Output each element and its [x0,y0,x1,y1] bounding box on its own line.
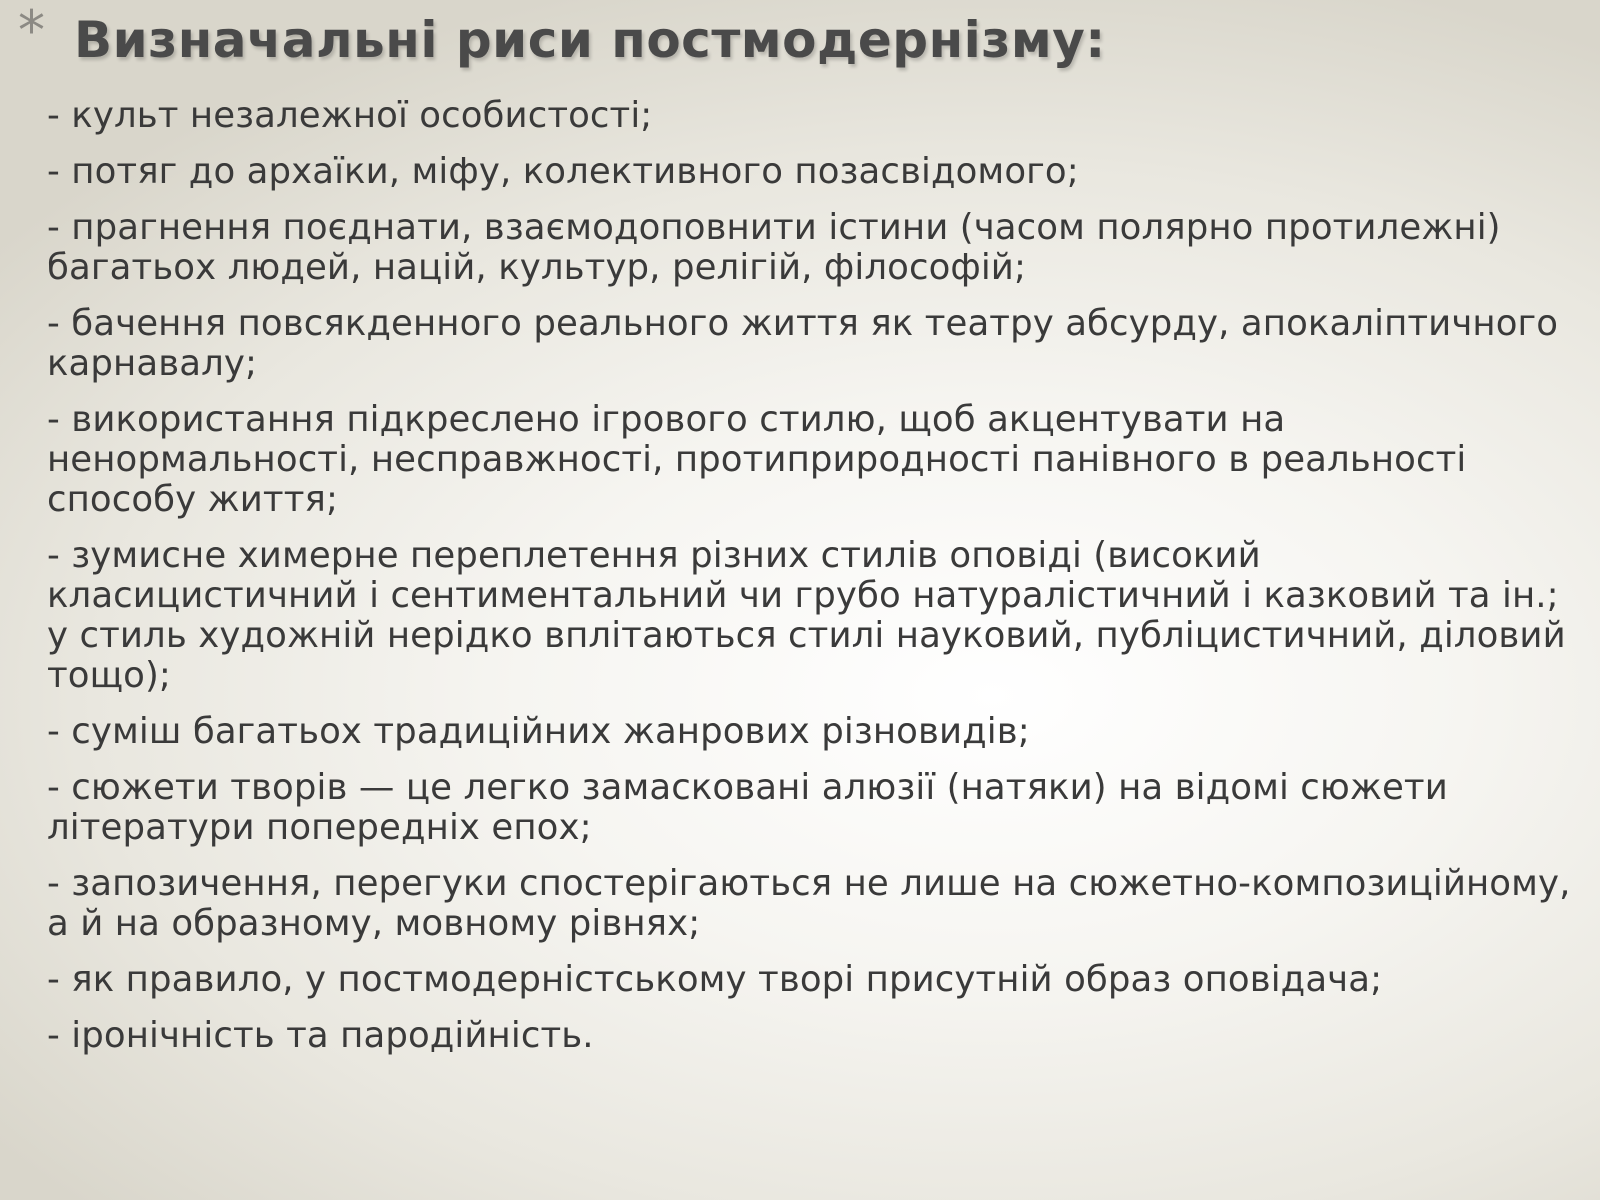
list-item: - культ незалежної особистості; [47,95,653,136]
list-item: - прагнення поєднати, взаємодоповнити істини (часом полярно протилежні) багатьох людей, націй, культур, релігій, філософій; [47,207,1501,288]
list-item: - як правило, у постмодерністському творі присутній образ оповідача; [47,959,1383,1000]
slide-title: Визначальні риси постмодернізму: [74,11,1106,69]
list-item: - зумисне химерне переплетення різних стилів оповіді (високий класицистичний і сентиментальний чи грубо натуралістичний і казковий та ін.; у стиль художній нерідко вплітаються стилі науковий, публіцистичний, діловий тощо); [47,535,1566,696]
content-list [47,96,1572,1072]
list-item: - запозичення, перегуки спостерігаються не лише на сюжетно-композиційному, а й на образному, мовному рівнях; [47,863,1571,944]
list-item: - сюжети творів — це легко замасковані алюзії (натяки) на відомі сюжети літератури попередніх епох; [47,767,1448,848]
list-item: - бачення повсякденного реального життя як театру абсурду, апокаліптичного карнавалу; [47,303,1559,384]
list-item: - використання підкреслено ігрового стилю, щоб акцентувати на ненормальності, несправжності, протиприродності панівного в реальності способу життя; [47,399,1467,520]
title-row [18,0,1106,90]
list-item: - іронічність та пародійність. [47,1015,594,1056]
list-item: - потяг до архаїки, міфу, колективного позасвідомого; [47,151,1079,192]
list-item: - суміш багатьох традиційних жанрових різновидів; [47,711,1030,752]
asterisk-bullet-icon: * [18,0,45,62]
